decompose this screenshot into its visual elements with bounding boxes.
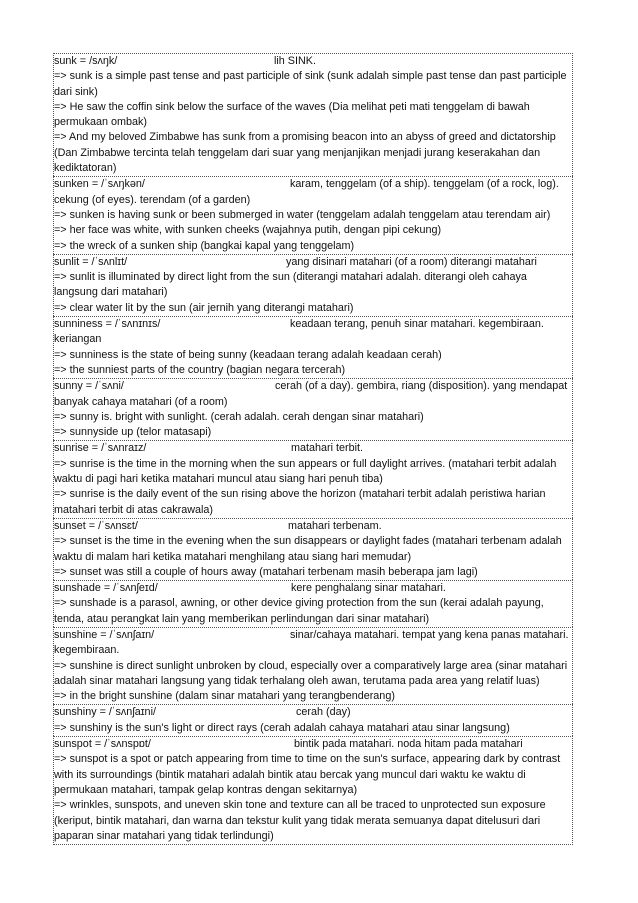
dictionary-entry [53, 378, 573, 440]
entry-meaning: matahari terbit. [291, 442, 364, 455]
entry-meaning: karam, tenggelam (of a ship). tenggelam (of a rock, log). [290, 178, 559, 191]
entry-meaning: sinar/cahaya matahari. tempat yang kena panas matahari. [290, 628, 569, 641]
entry-headline [54, 255, 572, 270]
entry-meaning: bintik pada matahari. noda hitam pada matahari [294, 738, 523, 751]
dictionary-entry [53, 254, 573, 316]
example-line: => sunset is the time in the evening when the sun disappears or daylight fades (matahari terbenam adalah [54, 535, 562, 548]
example-line: => in the bright sunshine (dalam sinar matahari yang terangbenderang) [54, 690, 395, 703]
entry-word: sunk = /sʌŋk/ [54, 55, 118, 67]
example-line: => And my beloved Zimbabwe has sunk from a promising beacon into an abyss of greed and dictatorship [54, 131, 556, 144]
example-line: => sunshade is a parasol, awning, or other device giving protection from the sun (kerai adalah payung, [54, 597, 544, 610]
example-line: => wrinkles, sunspots, and uneven skin tone and texture can all be traced to unprotected sun exposure [54, 799, 546, 812]
example-line: => sunnyside up (telor matasapi) [54, 426, 212, 439]
entry-word: sunshade = /ˈsʌnʃeɪd/ [54, 582, 158, 595]
example-line: => sunshine is direct sunlight unbroken by cloud, especially over a comparatively large area (sinar matahari [54, 659, 568, 672]
example-line: paparan sinar matahari yang tidak terlindungi) [54, 829, 274, 842]
example-line: => the wreck of a sunken ship (bangkai kapal yang tenggelam) [54, 239, 355, 252]
example-line: => sunken is having sunk or been submerged in water (tenggelam adalah tenggelam atau terendam air) [54, 208, 551, 221]
entry-headline [54, 628, 572, 643]
entry-headline [54, 441, 572, 456]
entry-headline [54, 581, 572, 596]
example-line: langsung dari matahari) [54, 286, 168, 299]
entry-meaning-continued: cekung (of eyes). terendam (of a garden) [54, 193, 251, 206]
example-line: => sunshiny is the sun's light or direct rays (cerah adalah cahaya matahari atau sinar langsung) [54, 721, 510, 734]
example-line: (keriput, bintik matahari, dan warna dan tekstur kulit yang tidak merata semuanya dapat ditelusuri dari [54, 814, 541, 827]
entry-word: sunken = /ˈsʌŋkən/ [54, 178, 145, 191]
example-line: waktu di pagi hari ketika matahari muncul atau siang hari penuh tiba) [54, 473, 383, 486]
example-line: waktu di malam hari ketika matahari menghilang atau siang hari memudar) [54, 550, 412, 563]
dictionary-entry [53, 627, 573, 704]
example-line: => clear water lit by the sun (air jernih yang diterangi matahari) [54, 301, 354, 314]
example-line: => sunspot is a spot or patch appearing from time to time on the sun's surface, appearing dark by contrast [54, 753, 561, 766]
example-line: => the sunniest parts of the country (bagian negara tercerah) [54, 363, 346, 376]
entry-word: sunniness = /ˈsʌnɪnɪs/ [54, 318, 161, 331]
example-line: permukaan matahari, tampak gelap kontras dengan sekitarnya) [54, 783, 358, 796]
entry-headline [54, 177, 572, 192]
entry-headline [54, 519, 572, 534]
dictionary-entry [53, 440, 573, 517]
entry-meaning: lih SINK. [274, 55, 317, 67]
example-line: => her face was white, with sunken cheeks (wajahnya putih, dengan pipi cekung) [54, 224, 442, 237]
example-line: => sunniness is the state of being sunny (keadaan terang adalah keadaan cerah) [54, 348, 442, 361]
example-line: => sunk is a simple past tense and past participle of sink (sunk adalah simple past tense dan past participle [54, 70, 567, 83]
entry-headline [54, 705, 572, 720]
example-line: with its surroundings (bintik matahari adalah bintik atau bercak yang muncul dari waktu ke waktu di [54, 768, 526, 781]
entry-meaning: keadaan terang, penuh sinar matahari. kegembiraan. [290, 318, 544, 331]
example-line: => He saw the coffin sink below the surface of the waves (Dia melihat peti mati tenggelam di bawah [54, 100, 530, 113]
entry-headline [54, 54, 572, 69]
dictionary-entry [53, 518, 573, 580]
example-line: permukaan ombak) [54, 116, 148, 129]
example-line: => sunny is. bright with sunlight. (cerah adalah. cerah dengan sinar matahari) [54, 410, 424, 423]
entry-meaning: matahari terbenam. [288, 519, 382, 532]
entry-headline [54, 317, 572, 332]
example-line: => sunlit is illuminated by direct light from the sun (diterangi matahari adalah. diterangi oleh cahaya [54, 271, 527, 284]
example-line: adalah sinar matahari langsung yang tidak terhalang oleh awan, terutama pada area yang relatif luas) [54, 674, 540, 687]
entry-meaning-continued: kegembiraan. [54, 644, 120, 657]
entry-meaning-continued: banyak cahaya matahari (of a room) [54, 395, 228, 408]
example-line: => sunrise is the daily event of the sun rising above the horizon (matahari terbit adalah peristiwa harian [54, 488, 546, 501]
entry-word: sunshiny = /ˈsʌnʃaɪni/ [54, 706, 156, 719]
entry-meaning: cerah (of a day). gembira, riang (disposition). yang mendapat [275, 380, 568, 393]
dictionary-entry [53, 736, 573, 845]
example-line: => sunrise is the time in the morning when the sun appears or full daylight arrives. (matahari terbit adalah [54, 457, 557, 470]
dictionary-page [53, 53, 573, 845]
dictionary-entry [53, 316, 573, 378]
entry-headline [54, 737, 572, 752]
entry-headline [54, 379, 572, 394]
entry-word: sunshine = /ˈsʌnʃaɪn/ [54, 628, 155, 641]
example-line: dari sink) [54, 85, 98, 98]
entry-meaning: yang disinari matahari (of a room) diterangi matahari [286, 255, 537, 268]
example-line: => sunset was still a couple of hours away (matahari terbenam masih beberapa jam lagi) [54, 565, 478, 578]
dictionary-entry [53, 53, 573, 176]
dictionary-entry [53, 704, 573, 736]
example-line: (Dan Zimbabwe tercinta telah tenggelam dari suar yang menjanjikan menjadi jurang keserakahan dan [54, 146, 541, 159]
entry-meaning: kere penghalang sinar matahari. [291, 582, 446, 595]
entry-word: sunrise = /ˈsʌnraɪz/ [54, 442, 147, 455]
entry-meaning-continued: keriangan [54, 333, 102, 346]
dictionary-entry [53, 176, 573, 253]
example-line: matahari terbit di atas cakrawala) [54, 503, 214, 516]
example-line: tenda, atau perangkat lain yang memberikan perlindungan dari sinar matahari) [54, 612, 430, 625]
entry-word: sunny = /ˈsʌni/ [54, 380, 124, 393]
dictionary-entry [53, 580, 573, 627]
entry-word: sunlit = /ˈsʌnlɪt/ [54, 255, 128, 268]
entry-word: sunset = /ˈsʌnsɛt/ [54, 519, 138, 532]
example-line: kediktatoran) [54, 162, 117, 175]
entry-word: sunspot = /ˈsʌnspɒt/ [54, 738, 151, 751]
entry-meaning: cerah (day) [296, 706, 351, 719]
